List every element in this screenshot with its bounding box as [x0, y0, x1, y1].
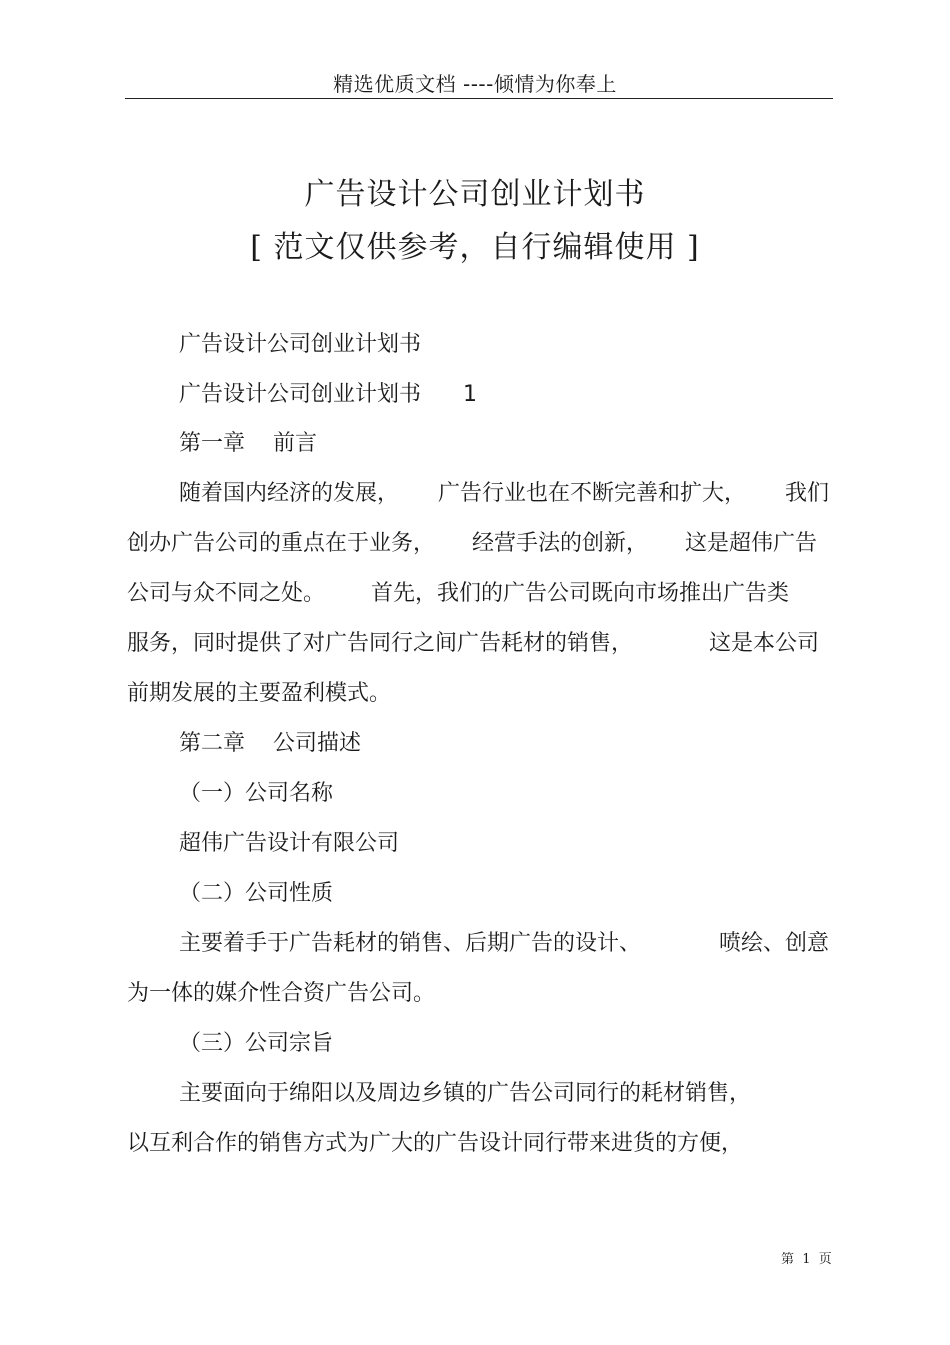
text-segment: 喷绘、创意: [718, 931, 829, 956]
paragraph-1-line-5: 前期发展的主要盈利模式。: [127, 681, 392, 706]
paragraph-1-line-1: [179, 479, 829, 509]
text-segment: 随着国内经济的发展，: [179, 481, 400, 506]
page-number: 第 1 页: [781, 1252, 832, 1267]
section-1-heading: （一）公司名称: [179, 781, 334, 806]
paragraph-1-line-3: [127, 579, 789, 609]
paragraph-1-line-4: [127, 629, 819, 659]
text-segment: 首先，我们的广告公司既向市场推出广告类: [370, 581, 789, 606]
text-segment: 服务，同时提供了对广告同行之间广告耗材的销售，: [127, 631, 634, 656]
section-2-heading: （二）公司性质: [179, 881, 334, 906]
text-segment: 这是超伟广告: [684, 531, 817, 556]
text-segment: 创办广告公司的重点在于业务，: [127, 531, 436, 556]
text-segment: 主要着手于广告耗材的销售、后期广告的设计、: [179, 931, 642, 956]
paragraph-2-line-1: [179, 929, 829, 959]
paragraph-1-line-2: [127, 529, 817, 559]
text-segment: 经营手法的创新，: [471, 531, 648, 556]
page-header: 精选优质文档 ----倾情为你奉上: [333, 72, 617, 96]
header-rule: [125, 98, 833, 99]
company-name: 超伟广告设计有限公司: [179, 831, 400, 856]
text-segment: 这是本公司: [708, 631, 819, 656]
chapter-1-heading: 第一章 前言: [179, 431, 317, 456]
paragraph-3-line-1: 主要面向于绵阳以及周边乡镇的广告公司同行的耗材销售，: [179, 1081, 752, 1106]
document-subtitle: [ 范文仅供参考，自行编辑使用 ]: [250, 230, 700, 265]
paragraph-3-line-2: 以互利合作的销售方式为广大的广告设计同行带来进货的方便，: [127, 1131, 744, 1156]
body-line-1: 广告设计公司创业计划书: [179, 332, 422, 357]
text-segment: 广告行业也在不断完善和扩大，: [437, 481, 746, 506]
text-segment: 公司与众不同之处。: [127, 581, 326, 606]
document-title: 广告设计公司创业计划书: [304, 177, 646, 212]
text-segment: 我们: [784, 481, 829, 506]
chapter-2-heading: 第二章 公司描述: [179, 731, 361, 756]
section-3-heading: （三）公司宗旨: [179, 1031, 334, 1056]
body-line-2: 广告设计公司创业计划书 1: [179, 382, 477, 407]
paragraph-2-line-2: 为一体的媒介性合资广告公司。: [127, 981, 436, 1006]
